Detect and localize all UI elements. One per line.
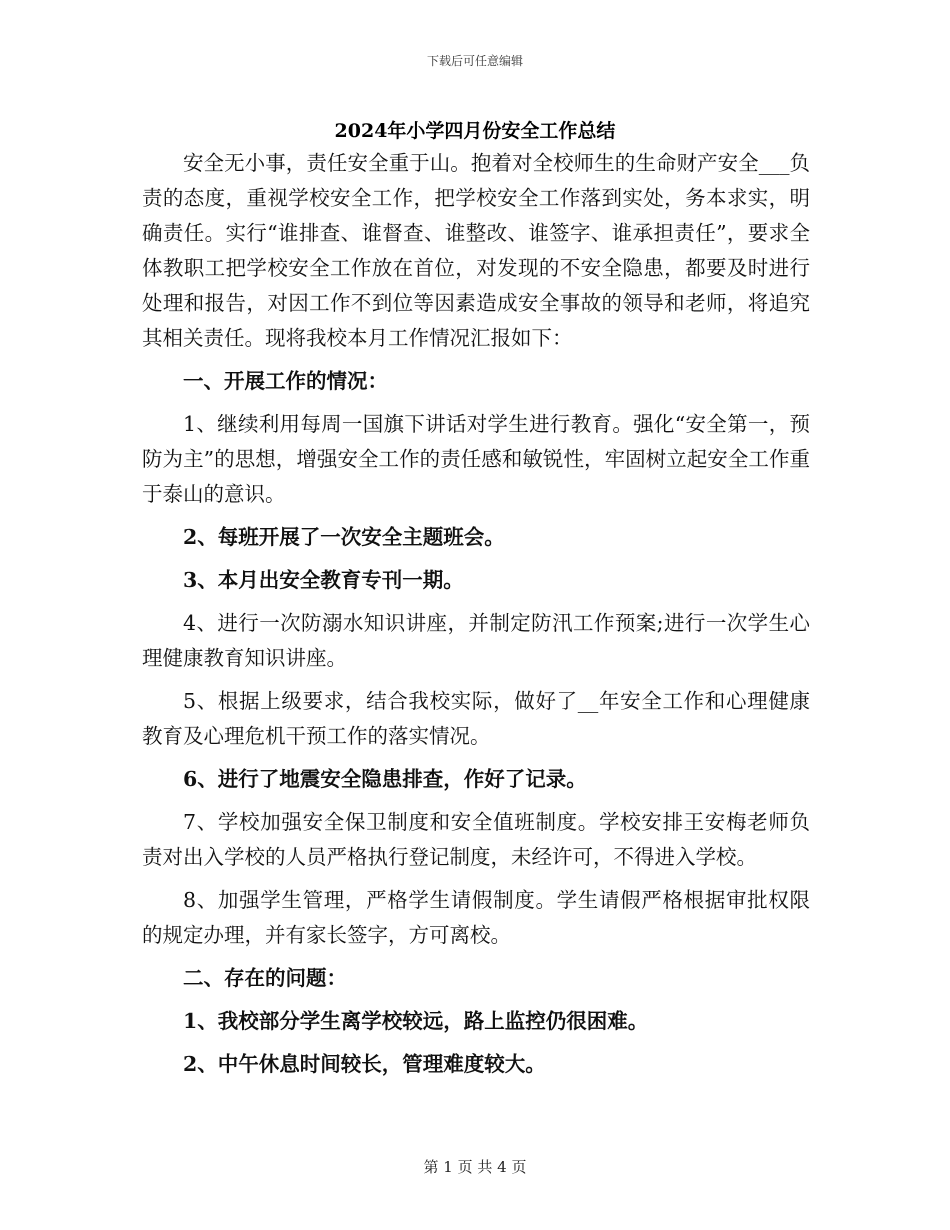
- work-item-3: 3、本月出安全教育专刊一期。: [183, 568, 464, 592]
- document-title: 2024年小学四月份安全工作总结: [334, 120, 616, 142]
- work-item-2: 2、每班开展了一次安全主题班会。: [183, 525, 505, 549]
- intro-paragraph: 安全无小事，责任安全重于山。抱着对全校师生的生命财产安全___负责的态度，重视学校安全工作，把学校安全工作落到实处，务本求实，明确责任。实行“谁排查、谁督查、谁整改、谁签字、谁承担责任”，要求全体教职工把学校安全工作放在首位，对发现的不安全隐患，都要及时进行处理和报告，对因工作不到位等因素造成安全事故的领导和老师，将追究其相关责任。现将我校本月工作情况汇报如下：: [142, 151, 810, 350]
- work-item-7: 7、学校加强安全保卫制度和安全值班制度。学校安排王安梅老师负责对出入学校的人员严格执行登记制度，未经许可，不得进入学校。: [142, 810, 810, 869]
- work-item-8: 8、加强学生管理，严格学生请假制度。学生请假严格根据审批权限的规定办理，并有家长签字，方可离校。: [142, 888, 810, 947]
- problem-item-2: 2、中午休息时间较长，管理难度较大。: [183, 1052, 546, 1076]
- section-heading-work: 一、开展工作的情况：: [183, 369, 388, 393]
- document-body: [142, 146, 810, 1082]
- page-header-note: 下载后可任意编辑: [426, 54, 523, 68]
- work-item-4: 4、进行一次防溺水知识讲座，并制定防汛工作预案;进行一次学生心理健康教育知识讲座。: [142, 611, 810, 670]
- work-item-6: 6、进行了地震安全隐患排查，作好了记录。: [183, 767, 587, 791]
- work-item-5: 5、根据上级要求，结合我校实际，做好了__年安全工作和心理健康教育及心理危机干预工作的落实情况。: [142, 689, 810, 748]
- work-item-1: 1、继续利用每周一国旗下讲话对学生进行教育。强化“安全第一，预防为主”的思想，增强安全工作的责任感和敏锐性，牢固树立起安全工作重于泰山的意识。: [142, 412, 810, 506]
- section-heading-problems: 二、存在的问题：: [183, 966, 347, 990]
- page-footer: 第 1 页 共 4 页: [423, 1158, 527, 1176]
- problem-item-1: 1、我校部分学生离学校较远，路上监控仍很困难。: [183, 1009, 649, 1033]
